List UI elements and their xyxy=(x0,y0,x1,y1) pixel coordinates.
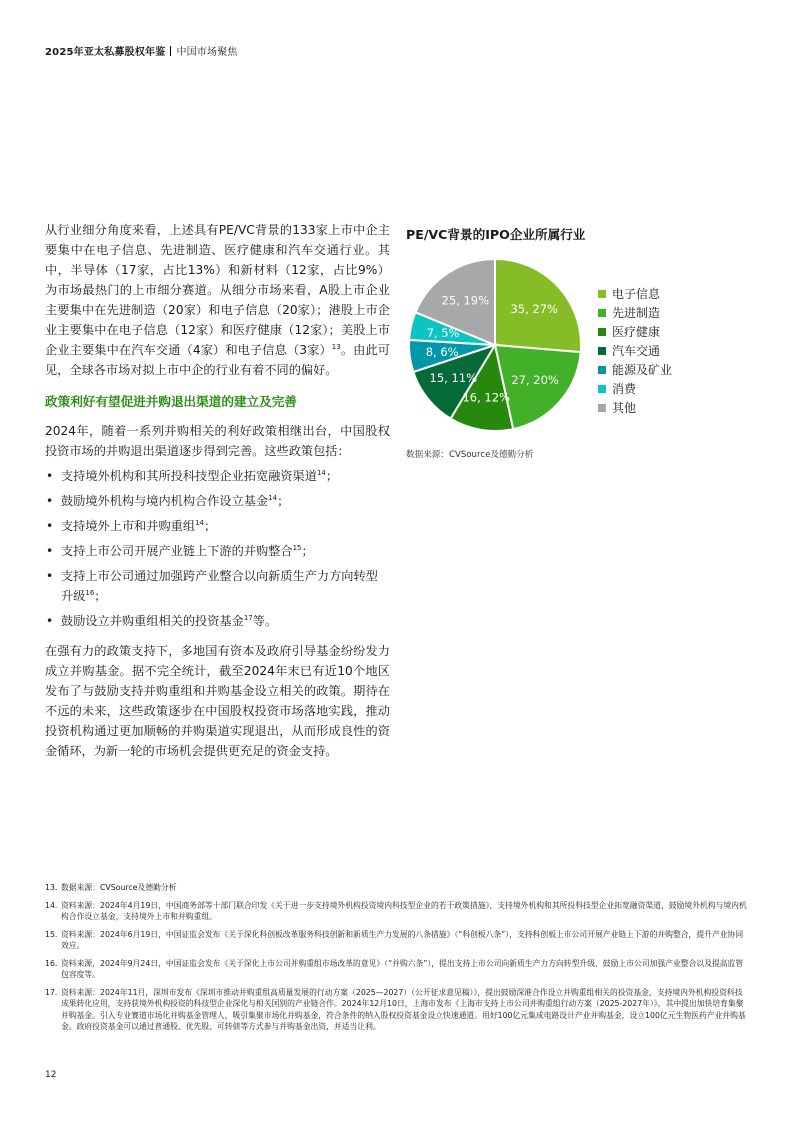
chart-legend xyxy=(598,284,672,417)
legend-swatch xyxy=(598,347,606,355)
bullet-text: 支持境外上市和并购重组 xyxy=(61,519,196,533)
policy-bullet-item xyxy=(45,566,390,606)
bullet-text: 支持境外机构和其所投科技型企业拓宽融资渠道 xyxy=(61,469,317,483)
paragraph-industry-tail: 。由此可见，全球各市场对拟上市中企的行业有着不同的偏好。 xyxy=(45,343,390,377)
pie-data-label-5: 7, 5% xyxy=(426,326,460,341)
footnote-ref: 14 xyxy=(316,469,326,477)
bullet-text: 支持上市公司通过加强跨产业整合以向新质生产力方向转型升级 xyxy=(61,569,378,603)
pie-data-label-1: 27, 20% xyxy=(511,373,559,388)
footnote-number: 14. xyxy=(45,900,58,910)
footnote-item xyxy=(45,958,750,981)
footnote-ref: 13 xyxy=(331,343,341,351)
paragraph-industry-text: 从行业细分角度来看，上述具有PE/VC背景的133家上市中企主要集中在电子信息、先进制造、医疗健康和汽车交通行业。其中，半导体（17家，占比13%）和新材料（12家，占比9%）为市场最热门的上市细分赛道。从细分市场来看，A股上市企业主要集中在先进制造（20家）和电子信息（20家）；港股上市企业主要集中在电子信息（12家）和医疗健康（12家）；美股上市企业主要集中在汽车交通（4家）和电子信息（3家） xyxy=(45,223,390,357)
chart-source: 数据来源：CVSource及德勤分析 xyxy=(406,450,534,460)
bullet-tail: ； xyxy=(325,469,339,483)
main-text-column xyxy=(45,220,390,761)
paragraph-conclusion: 在强有力的政策支持下，多地国有资本及政府引导基金纷纷发力成立并购基金。据不完全统计，截至2024年末已有近10个地区发布了与鼓励支持并购重组和并购基金设立相关的政策。期待在不远的未来，这些政策逐步在中国股权投资市场落地实践，推动投资机构通过更加顺畅的并购渠道实现退出，从而形成良性的资金循环，为新一轮的市场机会提供更充足的资金支持。 xyxy=(45,644,390,758)
legend-item xyxy=(598,379,672,398)
policy-bullet-item xyxy=(45,491,390,511)
footnote-item xyxy=(45,882,750,894)
bullet-tail: ； xyxy=(277,494,290,508)
page-header xyxy=(45,43,238,58)
header-divider xyxy=(170,46,171,56)
bullet-tail: 等。 xyxy=(252,614,278,628)
bullet-tail: ； xyxy=(203,519,217,533)
legend-label: 医疗健康 xyxy=(612,325,661,339)
footnote-number: 15. xyxy=(45,929,58,939)
legend-swatch xyxy=(598,328,606,336)
bullet-dot: • xyxy=(46,469,54,483)
chart-title: PE/VC背景的IPO企业所属行业 xyxy=(406,227,586,242)
bullet-dot: • xyxy=(46,569,54,583)
bullet-dot: • xyxy=(46,614,54,628)
legend-item xyxy=(598,322,672,341)
pie-data-label-0: 35, 27% xyxy=(510,301,558,316)
bullet-dot: • xyxy=(46,544,54,558)
footnote-text: 资料来源：2024年11月，深圳市发布《深圳市推动并购重组高质量发展的行动方案（2025—2027）（公开征求意见稿）》，提出鼓励深港合作设立并购重组相关的投资基金，支持境内外机构投资科技成果转化应用，支持获境外机构投资的科技型企业深化与相关国别的产业链合作。2024年12月10日，上海市发布《上海市支持上市公司并购重组行动方案（2025-2027年）》，其中提出加快培育集聚并购基金。引入专业赛道市场化并购基金管理人，吸引集聚市场化并购基金，符合条件的纳入股权投资基金设立快速通道。用好100亿元集成电路设计产业并购基金，设立100亿元生物医药产业并购基金。政府投资基金可以通过普通股、优先股、可转债等方式参与并购基金出资，并适当让利。 xyxy=(61,987,746,1031)
pie-data-label-2: 16, 12% xyxy=(462,390,510,405)
pie-data-label-3: 15, 11% xyxy=(429,371,478,386)
footnote-ref: 14 xyxy=(195,519,204,527)
legend-swatch xyxy=(598,290,606,298)
legend-item xyxy=(598,341,672,360)
bullet-text: 支持上市公司开展产业链上下游的并购整合 xyxy=(61,544,293,558)
footnote-text: 资料来源：2024年6月19日，中国证监会发布《关于深化科创板改革服务科技创新和新质生产力发展的八条措施》（“科创板八条”），支持科创板上市公司开展产业链上下游的并购整合，提升产业协同效应。 xyxy=(61,929,744,950)
legend-item xyxy=(598,303,672,322)
footnote-number: 16. xyxy=(45,958,58,968)
footnote-ref: 15 xyxy=(292,544,302,552)
policy-bullet-item xyxy=(45,516,390,536)
footnote-item xyxy=(45,900,750,923)
footnote-ref: 17 xyxy=(243,614,253,622)
footnote-item xyxy=(45,929,750,952)
footnote-ref: 16 xyxy=(85,589,95,597)
policy-bullet-item xyxy=(45,611,390,631)
report-subtitle: 中国市场聚焦 xyxy=(176,47,238,58)
bullet-dot: • xyxy=(46,494,54,508)
policy-bullet-list xyxy=(45,466,390,631)
footnote-text: 数据来源：CVSource及德勤分析 xyxy=(61,883,177,892)
bullet-text: 鼓励设立并购重组相关的投资基金 xyxy=(61,614,244,628)
footnotes xyxy=(45,882,750,1039)
footnote-text: 资料来源：2024年4月19日，中国商务部等十部门联合印发《关于进一步支持境外机构投资境内科技型企业的若干政策措施》，支持境外机构和其所投科技型企业拓宽融资渠道，鼓励境外机构与境内机构合作设立基金，支持境外上市和并购重组。 xyxy=(61,900,747,921)
paragraph-industry xyxy=(45,220,390,380)
paragraph-policy-intro: 2024年，随着一系列并购相关的利好政策相继出台，中国股权投资市场的并购退出渠道逐步得到完善。这些政策包括： xyxy=(45,424,390,458)
footnote-number: 17. xyxy=(45,987,58,997)
legend-swatch xyxy=(598,404,606,412)
legend-label: 其他 xyxy=(612,401,637,415)
policy-bullet-item xyxy=(45,541,390,561)
footnote-number: 13. xyxy=(45,883,58,892)
legend-label: 先进制造 xyxy=(612,306,661,320)
legend-swatch xyxy=(598,385,606,393)
report-title: 2025年亚太私募股权年鉴 xyxy=(45,47,166,58)
legend-item xyxy=(598,398,672,417)
pie-data-label-4: 8, 6% xyxy=(425,344,459,359)
bullet-text: 鼓励境外机构与境内机构合作设立基金 xyxy=(61,494,269,508)
legend-item xyxy=(598,284,672,303)
footnote-text: 资料来源，2024年9月24日，中国证监会发布《关于深化上市公司并购重组市场改革的意见》（“并购六条”），提出支持上市公司向新质生产力方向转型升级、鼓励上市公司加强产业整合以及提高监管包容度等。 xyxy=(61,958,744,979)
legend-label: 能源及矿业 xyxy=(612,363,673,377)
bullet-tail: ； xyxy=(301,544,314,558)
legend-label: 消费 xyxy=(612,382,637,396)
legend-label: 汽车交通 xyxy=(612,344,661,358)
legend-swatch xyxy=(598,309,606,317)
section-subheading: 政策利好有望促进并购退出渠道的建立及完善 xyxy=(45,394,297,409)
legend-swatch xyxy=(598,366,606,374)
legend-label: 电子信息 xyxy=(612,287,661,301)
pie-data-label-6: 25, 19% xyxy=(441,293,490,308)
footnote-item xyxy=(45,987,750,1033)
footnote-ref: 14 xyxy=(268,494,278,502)
legend-item xyxy=(598,360,672,379)
bullet-dot: • xyxy=(46,519,54,533)
industry-pie-chart xyxy=(400,250,595,440)
policy-bullet-item xyxy=(45,466,390,486)
page-number: 12 xyxy=(45,1070,57,1080)
bullet-tail: ； xyxy=(94,589,107,603)
